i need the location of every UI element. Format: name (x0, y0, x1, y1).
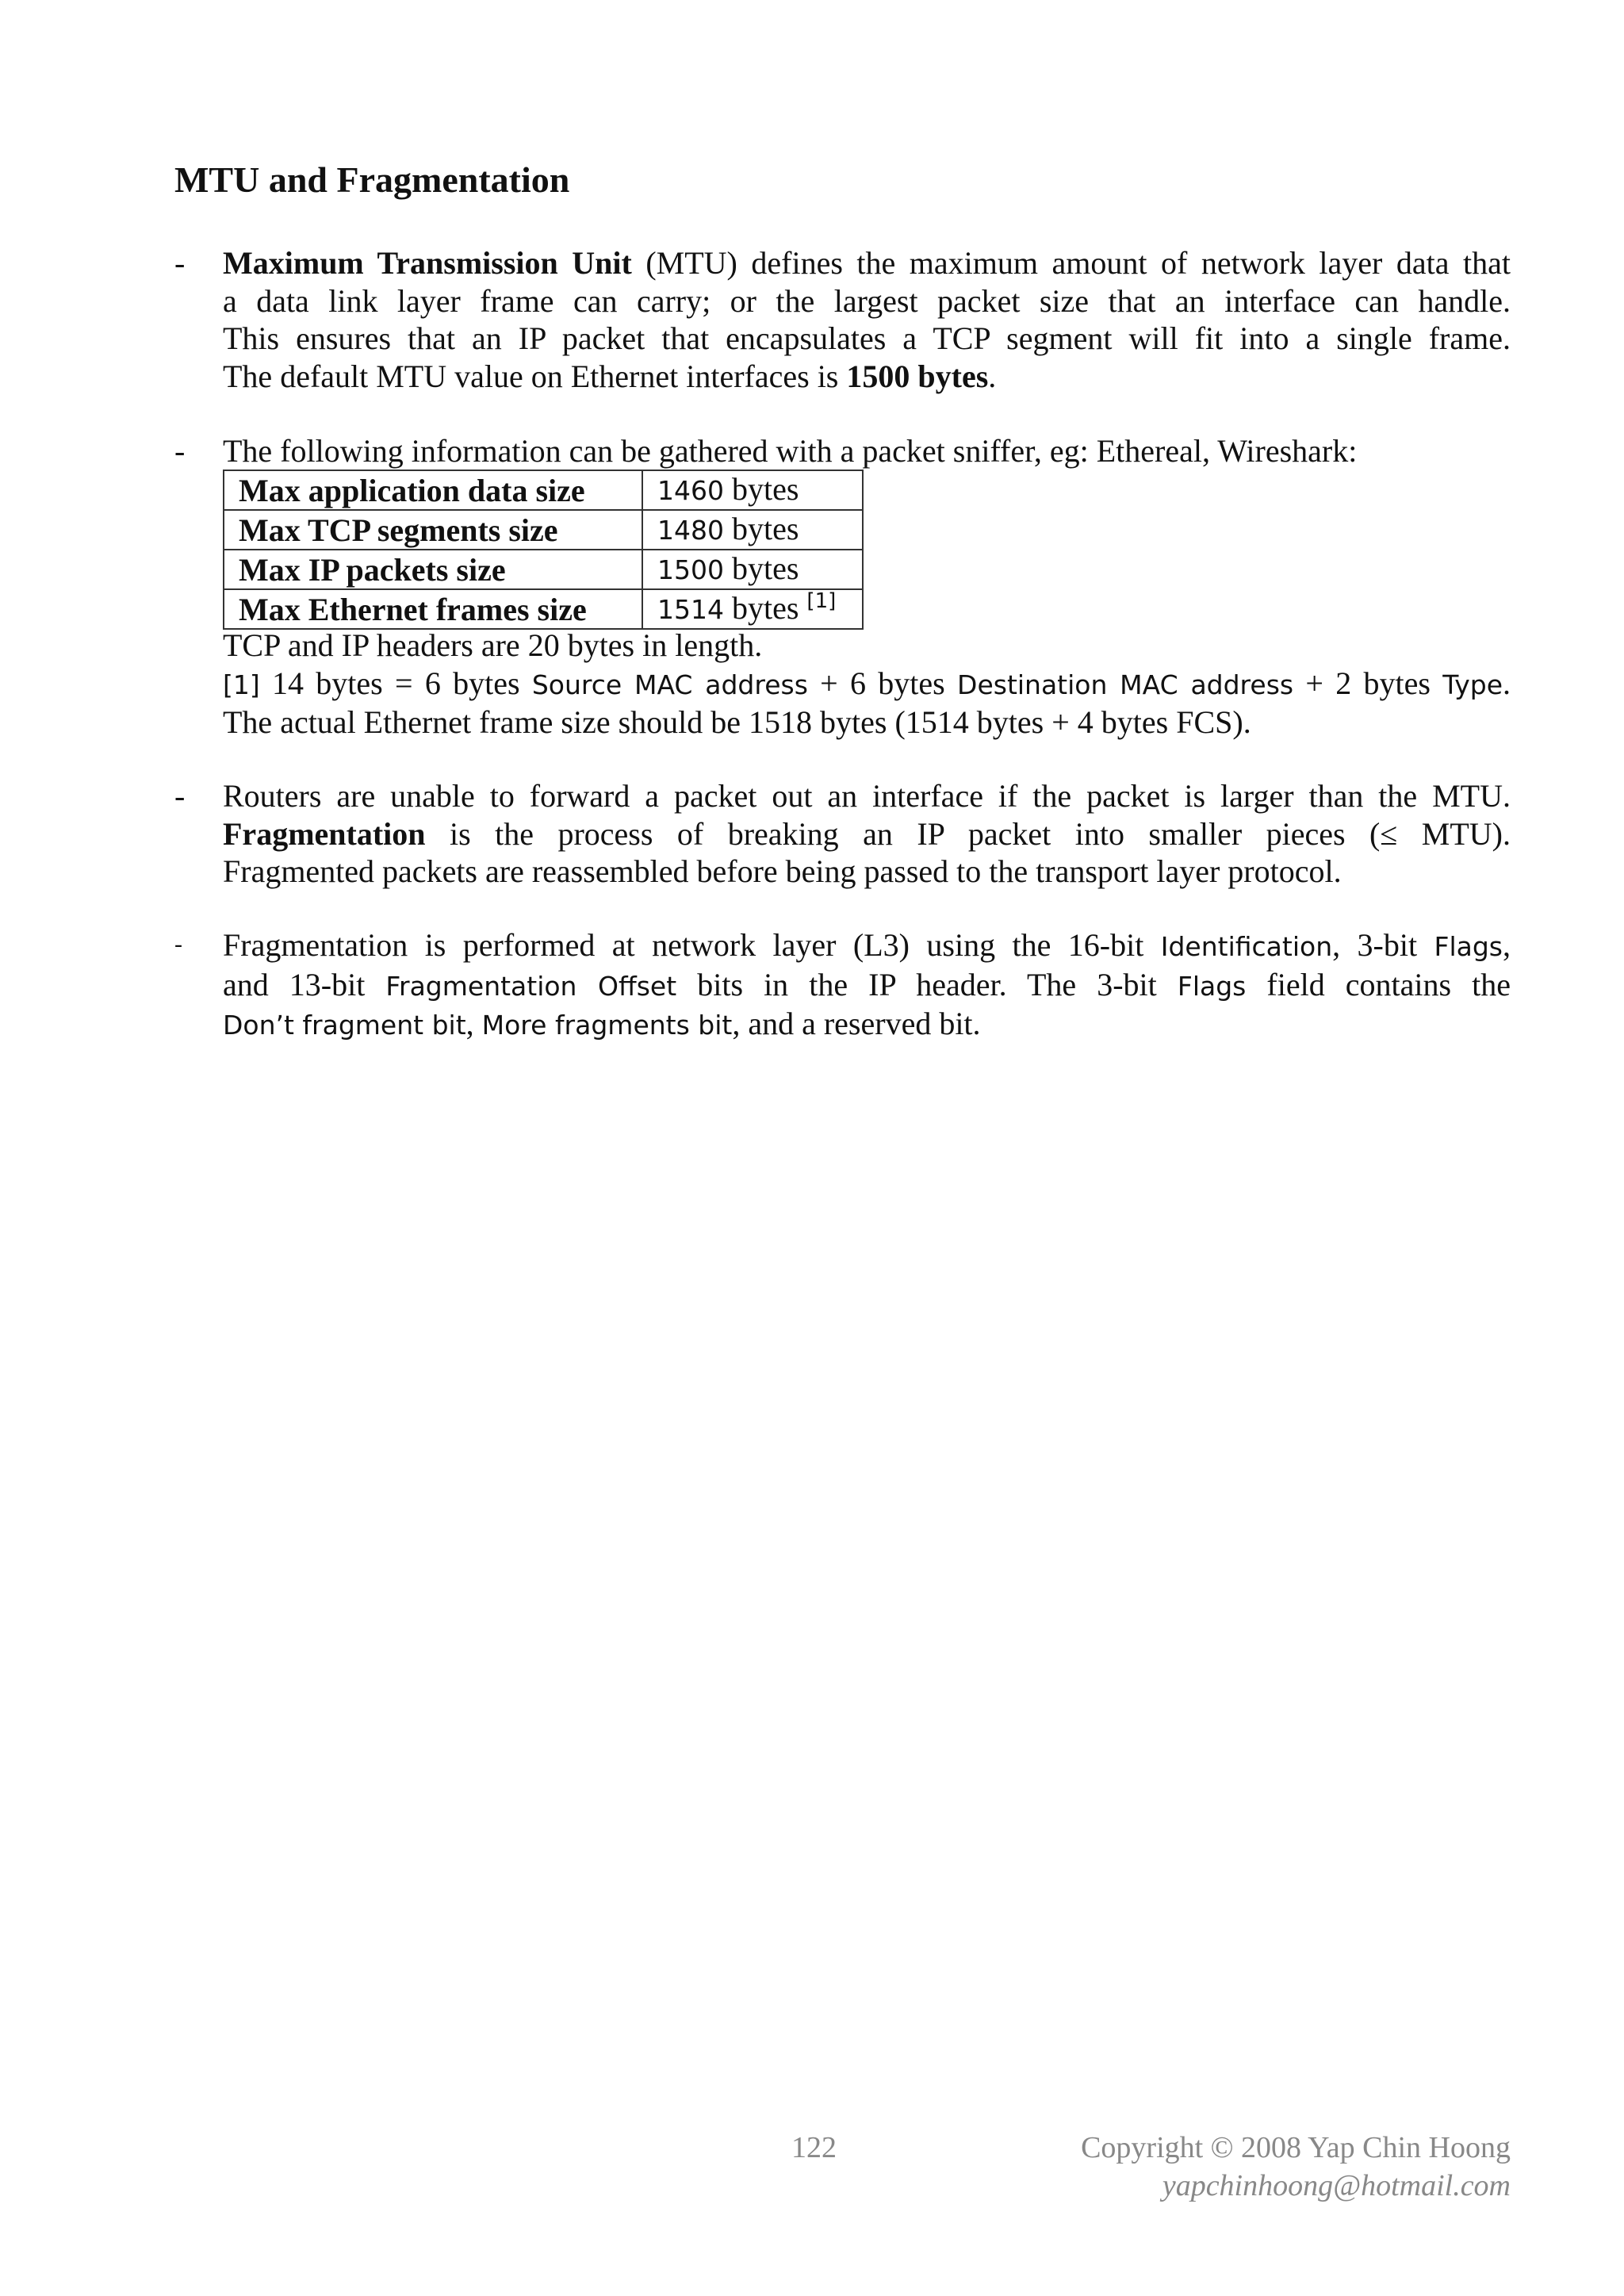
field-name: Flags (1177, 970, 1247, 1002)
bullet-dash: - (174, 433, 186, 469)
text: + 6 bytes (807, 665, 958, 701)
table-key: Max Ethernet frames size (224, 589, 642, 629)
author-email: yapchinhoong@hotmail.com (1162, 2169, 1511, 2202)
value-unit: bytes (723, 590, 807, 626)
value-number: 1480 (657, 515, 724, 546)
text: is the process of breaking an IP packet into smaller pieces (≤ MTU). (425, 815, 1511, 852)
page-number: 122 (791, 2131, 837, 2164)
sniffer-notes (223, 627, 1511, 742)
table-row (224, 470, 863, 510)
text: , 3-bit (1332, 927, 1434, 963)
mtu-definition-paragraph (223, 244, 1511, 395)
text: , (1503, 927, 1511, 963)
paragraph-line (223, 926, 1511, 966)
table-row (224, 589, 863, 629)
value-unit: bytes (723, 471, 799, 507)
fragmentation-fields-paragraph (223, 926, 1511, 1045)
paragraph-line: Fragmented packets are reassembled before being passed to the transport layer protocol. (223, 853, 1342, 889)
text: . (1503, 665, 1511, 701)
paragraph-line: This ensures that an IP packet that encapsulates a TCP segment will fit into a single frame. (223, 320, 1511, 356)
text: field contains the (1246, 966, 1511, 1002)
text: bits in the IP header. The 3-bit (676, 966, 1178, 1002)
text: and 13-bit (223, 966, 386, 1002)
paragraph-line: The actual Ethernet frame size should be 1518 bytes (1514 bytes + 4 bytes FCS). (223, 704, 1251, 740)
text: Fragmentation is performed at network layer (L3) using the 16-bit (223, 927, 1161, 963)
paragraph-line: TCP and IP headers are 20 bytes in length. (223, 627, 763, 663)
mtu-default-value: 1500 bytes (846, 358, 989, 394)
value-unit: bytes (723, 550, 799, 586)
text: (MTU) defines the maximum amount of network layer data that (645, 245, 1511, 281)
table-key: Max application data size (224, 470, 642, 510)
sniffer-intro (223, 432, 1511, 470)
table-row (224, 550, 863, 589)
size-table (223, 470, 864, 630)
footnote-marker: [1] (223, 669, 260, 700)
paragraph-line (223, 244, 1511, 282)
value-unit: bytes (723, 511, 799, 546)
paragraph-line: The following information can be gathered with a packet sniffer, eg: Ethereal, Wireshark: (223, 433, 1358, 469)
field-name: Identification (1160, 931, 1333, 962)
field-name: Don’t fragment bit (223, 1010, 466, 1041)
footnote-line (223, 665, 1511, 704)
term-fragmentation: Fragmentation (223, 815, 426, 852)
bullet-dash: - (174, 245, 186, 281)
footnote-ref: [1] (806, 589, 837, 613)
field-name: Source MAC address (531, 669, 808, 700)
copyright-notice: Copyright © 2008 Yap Chin Hoong (1081, 2131, 1511, 2164)
term-mtu: Maximum Transmission Unit (223, 245, 632, 281)
paragraph-line (223, 358, 1511, 396)
table-key: Max TCP segments size (224, 510, 642, 550)
table-value (642, 470, 863, 510)
field-name: Destination MAC address (957, 669, 1294, 700)
table-row (224, 510, 863, 550)
field-name: Type (1442, 669, 1503, 700)
fragmentation-paragraph (223, 777, 1511, 891)
bullet-dash: - (174, 931, 182, 957)
page-title: MTU and Fragmentation (174, 159, 570, 200)
text: . (988, 358, 997, 394)
value-number: 1460 (657, 475, 724, 506)
field-name: More fragments bit (481, 1010, 733, 1041)
text: , (465, 1006, 482, 1041)
table-value (642, 589, 863, 629)
paragraph-line: a data link layer frame can carry; or the largest packet size that an interface can handle. (223, 282, 1511, 319)
text: The default MTU value on Ethernet interfaces is (223, 358, 847, 394)
table-value (642, 510, 863, 550)
field-name: Fragmentation Offset (385, 970, 677, 1002)
text: + 2 bytes (1293, 665, 1443, 701)
paragraph-line: Routers are unable to forward a packet out an interface if the packet is larger than the MTU. (223, 778, 1511, 814)
table-key: Max IP packets size (224, 550, 642, 589)
text: , and a reserved bit. (732, 1006, 981, 1041)
paragraph-line (223, 815, 1511, 853)
bullet-dash: - (174, 778, 186, 814)
paragraph-line (223, 1005, 1511, 1045)
text: 14 bytes = 6 bytes (259, 665, 532, 701)
table-value (642, 550, 863, 589)
value-number: 1500 (657, 554, 724, 585)
field-name: Flags (1434, 931, 1503, 962)
value-number: 1514 (657, 594, 724, 625)
paragraph-line (223, 966, 1511, 1006)
